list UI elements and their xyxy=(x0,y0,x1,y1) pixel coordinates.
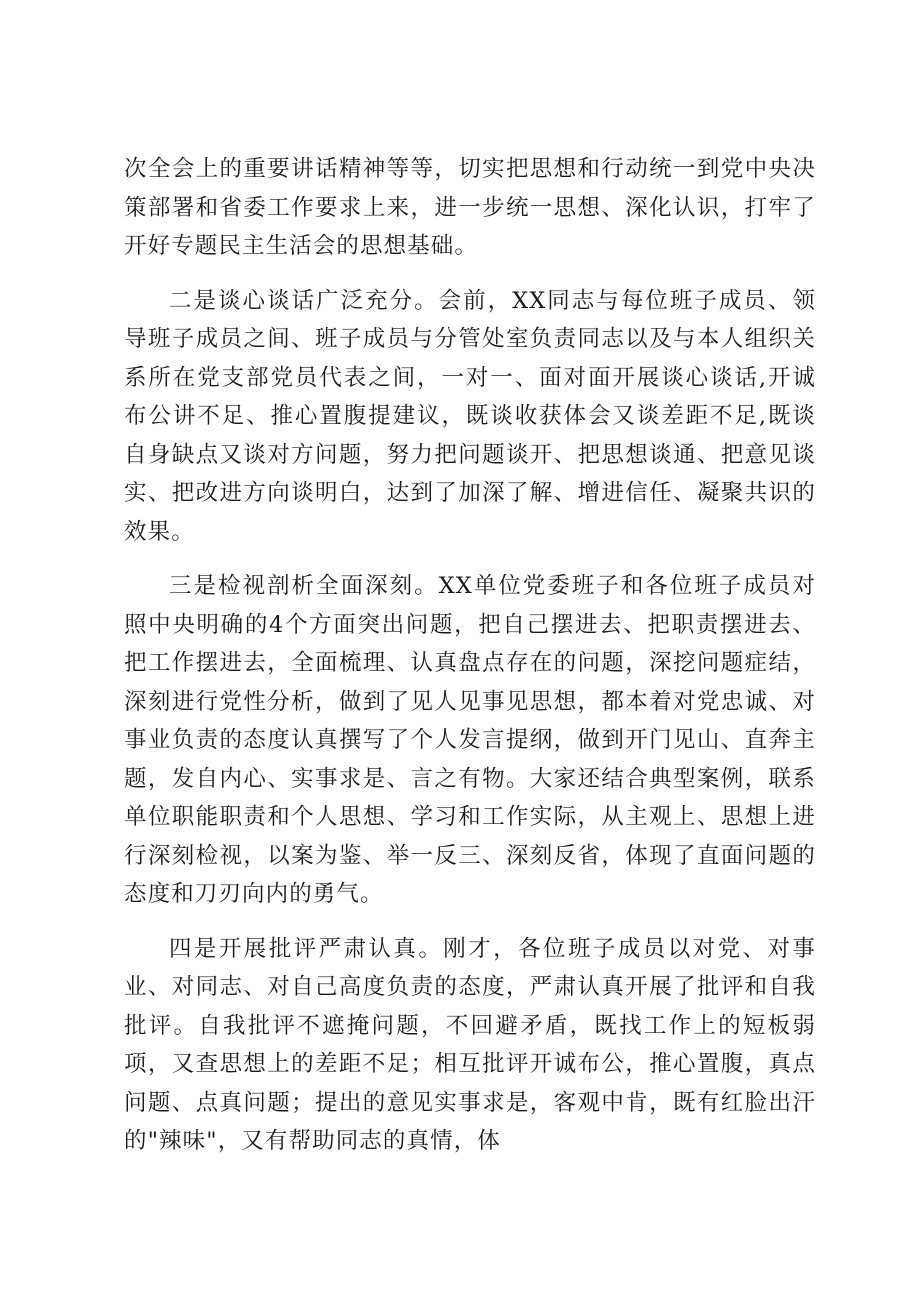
paragraph-continuation: 次全会上的重要讲话精神等等，切实把思想和行动统一到党中央决策部署和省委工作要求上来，进一步统一思想、深化认识，打牢了开好专题民主生活会的思想基础。 xyxy=(124,156,816,259)
paragraph-criticism: 四是开展批评严肃认真。刚才，各位班子成员以对党、对事业、对同志、对自己高度负责的态度，严肃认真开展了批评和自我批评。自我批评不遮掩问题，不回避矛盾，既找工作上的短板弱项，又查思想上的差距不足；相互批评开诚布公，推心置腹，真点问题、点真问题；提出的意见实事求是，客观中肯，既有红脸出汗的"辣味"，又有帮助同志的真情，体 xyxy=(124,935,816,1154)
document-body xyxy=(124,150,816,1177)
paragraph-heart-to-heart-talks: 二是谈心谈话广泛充分。会前，XX同志与每位班子成员、领导班子成员之间、班子成员与分管处室负责同志以及与本人组织关系所在党支部党员代表之间，一对一、面对面开展谈心谈话,开诚布公讲不足、推心置腹提建议，既谈收获体会又谈差距不足,既谈自身缺点又谈对方问题，努力把问题谈开、把思想谈通、把意见谈实、把改进方向谈明白，达到了加深了解、增进信任、凝聚共识的效果。 xyxy=(124,287,816,545)
paragraph-self-examination: 三是检视剖析全面深刻。XX单位党委班子和各位班子成员对照中央明确的4个方面突出问题，把自己摆进去、把职责摆进去、把工作摆进去，全面梳理、认真盘点存在的问题，深挖问题症结，深刻进行党性分析，做到了见人见事见思想，都本着对党忠诚、对事业负责的态度认真撰写了个人发言提纲，做到开门见山、直奔主题，发自内心、实事求是、言之有物。大家还结合典型案例，联系单位职能职责和个人思想、学习和工作实际，从主观上、思想上进行深刻检视，以案为鉴、举一反三、深刻反省，体现了直面问题的态度和刀刃向内的勇气。 xyxy=(124,573,816,907)
